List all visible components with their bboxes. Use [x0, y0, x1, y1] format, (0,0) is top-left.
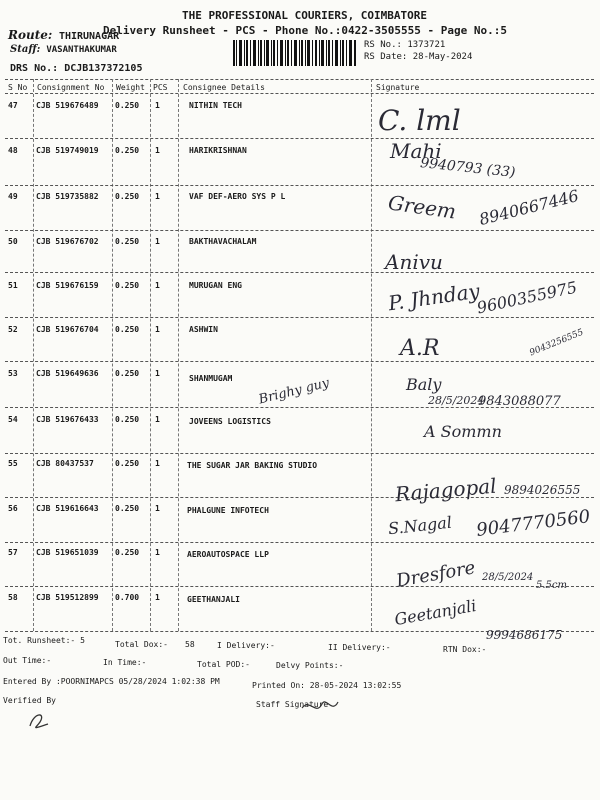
table-top-rule — [5, 79, 594, 80]
row-separator — [5, 542, 594, 543]
row-sno: 49 — [8, 192, 18, 201]
signature-handwriting: A.R — [400, 336, 440, 361]
verified-by: Verified By — [3, 696, 56, 705]
signature-handwriting: 9600355975 — [475, 277, 579, 318]
signature-handwriting: 9043256555 — [528, 327, 586, 359]
row-consignee: THE SUGAR JAR BAKING STUDIO — [187, 461, 318, 470]
signature-handwriting: Dresfore — [394, 557, 477, 592]
col-divider — [112, 79, 113, 631]
signature-handwriting: 9894026555 — [504, 483, 581, 497]
signature-handwriting: P. Jhnday — [386, 278, 482, 316]
row-weight: 0.250 — [115, 459, 140, 468]
signature-handwriting: 28/5/2024 — [428, 394, 485, 407]
signature-handwriting: 9047770560 — [475, 506, 592, 541]
row-separator — [5, 272, 594, 273]
row-pcs: 1 — [155, 281, 160, 290]
row-consignee: NITHIN TECH — [189, 101, 242, 110]
route-value: THIRUNAGAR — [58, 31, 120, 42]
row-weight: 0.250 — [115, 369, 140, 378]
row-weight: 0.250 — [115, 504, 140, 513]
rs-date: RS Date: 28-May-2024 — [364, 52, 473, 62]
ii-delivery: II Delivery:- — [328, 643, 391, 652]
company-title: THE PROFESSIONAL COURIERS, COIMBATORE — [182, 9, 428, 22]
row-weight: 0.250 — [115, 281, 140, 290]
row-sno: 55 — [8, 459, 18, 468]
row-separator — [5, 317, 594, 318]
staff-scribble-icon — [300, 694, 340, 718]
staff-label: Staff: VASANTHAKUMAR — [10, 44, 117, 55]
row-consignment: CJB 519676704 — [36, 325, 99, 334]
col-header-consignee: Consignee Details — [183, 83, 265, 92]
total-dox-value: 58 — [185, 640, 195, 649]
row-weight: 0.250 — [115, 325, 140, 334]
row-consignee: VAF DEF-AERO SYS P L — [189, 192, 286, 201]
row-consignment: CJB 519512899 — [36, 593, 99, 602]
row-consignment: CJB 519676489 — [36, 101, 99, 110]
row-pcs: 1 — [155, 415, 160, 424]
rtn-dox: RTN Dox:- — [443, 645, 487, 654]
i-delivery: I Delivery:- — [217, 641, 275, 650]
row-weight: 0.250 — [115, 237, 140, 246]
col-header-pcs: PCS — [153, 83, 168, 92]
row-separator — [5, 453, 594, 454]
row-consignment: CJB 519676433 — [36, 415, 99, 424]
row-sno: 58 — [8, 593, 18, 602]
row-separator — [5, 138, 594, 139]
signature-handwriting: 9994686175 — [486, 628, 563, 642]
row-consignee: GEETHANJALI — [187, 595, 240, 604]
col-divider — [33, 79, 34, 631]
signature-handwriting: 9843088077 — [478, 394, 561, 409]
col-divider — [178, 79, 179, 631]
signature-handwriting: C. lml — [378, 104, 461, 137]
signature-handwriting: 9940793 (33) — [419, 155, 517, 181]
row-sno: 56 — [8, 504, 18, 513]
row-consignee: MURUGAN ENG — [189, 281, 242, 290]
row-pcs: 1 — [155, 146, 160, 155]
barcode-icon — [233, 40, 357, 66]
row-consignee: ASHWIN — [189, 325, 218, 334]
row-pcs: 1 — [155, 192, 160, 201]
col-header-sno: S No — [8, 83, 28, 92]
row-pcs: 1 — [155, 101, 160, 110]
total-runsheet: Tot. Runsheet:- 5 — [3, 636, 85, 645]
signature-handwriting: Greem — [386, 190, 458, 224]
signature-handwriting: Mahi — [390, 139, 442, 163]
row-consignee: HARIKRISHNAN — [189, 146, 247, 155]
row-sno: 52 — [8, 325, 18, 334]
row-weight: 0.250 — [115, 548, 140, 557]
signature-handwriting: Brighy guy — [257, 375, 331, 408]
row-pcs: 1 — [155, 237, 160, 246]
row-sno: 57 — [8, 548, 18, 557]
row-separator — [5, 586, 594, 587]
row-pcs: 1 — [155, 504, 160, 513]
row-consignee: SHANMUGAM — [189, 374, 233, 383]
row-weight: 0.250 — [115, 415, 140, 424]
rs-number: RS No.: 1373721 — [364, 40, 446, 50]
row-weight: 0.250 — [115, 192, 140, 201]
runsheet-subtitle: Delivery Runsheet - PCS - Phone No.:0422-3505555 - Page No.:5 — [103, 24, 507, 37]
row-consignment: CJB 519649636 — [36, 369, 99, 378]
barcode — [233, 40, 357, 66]
row-pcs: 1 — [155, 369, 160, 378]
staff-value: VASANTHAKUMAR — [46, 45, 117, 55]
row-consignment: CJB 519651039 — [36, 548, 99, 557]
total-pod: Total POD:- — [197, 660, 250, 669]
row-sno: 50 — [8, 237, 18, 246]
row-consignment: CJB 519676159 — [36, 281, 99, 290]
row-weight: 0.700 — [115, 593, 140, 602]
row-sno: 51 — [8, 281, 18, 290]
row-consignee: AEROAUTOSPACE LLP — [187, 550, 269, 559]
signature-handwriting: Rajagopal — [394, 473, 498, 507]
row-pcs: 1 — [155, 593, 160, 602]
signature-handwriting: 5.5cm — [536, 580, 567, 591]
col-header-weight: Weight — [116, 83, 145, 92]
row-separator — [5, 361, 594, 362]
row-sno: 54 — [8, 415, 18, 424]
in-time: In Time:- — [103, 658, 147, 667]
col-divider — [150, 79, 151, 631]
row-separator — [5, 497, 594, 498]
col-header-signature: Signature — [376, 83, 420, 92]
entered-by: Entered By :POORNIMAPCS 05/28/2024 1:02:38 PM — [3, 677, 220, 686]
total-dox-label: Total Dox:- — [115, 640, 168, 649]
row-sno: 48 — [8, 146, 18, 155]
signature-handwriting: Baly — [406, 375, 442, 394]
verifier-initial-icon — [26, 708, 52, 732]
signature-handwriting: 28/5/2024 — [482, 572, 534, 583]
row-sno: 53 — [8, 369, 18, 378]
row-sno: 47 — [8, 101, 18, 110]
printed-on: Printed On: 28-05-2024 13:02:55 — [252, 681, 402, 690]
row-weight: 0.250 — [115, 101, 140, 110]
signature-handwriting: Geetanjali — [392, 595, 478, 630]
staff-signature-label: Staff Signature — [256, 700, 329, 709]
col-divider — [371, 79, 372, 631]
row-consignment: CJB 519749019 — [36, 146, 99, 155]
row-consignment: CJB 519616643 — [36, 504, 99, 513]
row-consignee: BAKTHAVACHALAM — [189, 237, 257, 246]
row-consignment: CJB 80437537 — [36, 459, 94, 468]
row-consignment: CJB 519735882 — [36, 192, 99, 201]
row-pcs: 1 — [155, 325, 160, 334]
row-pcs: 1 — [155, 459, 160, 468]
signature-handwriting: Anivu — [385, 250, 443, 274]
signature-handwriting: 8940667446 — [477, 185, 581, 230]
delvy-points: Delvy Points:- — [276, 661, 344, 670]
col-header-consignment: Consignment No — [37, 83, 105, 92]
signature-handwriting: S.Nagal — [387, 512, 453, 539]
row-consignee: JOVEENS LOGISTICS — [189, 417, 271, 426]
row-separator — [5, 230, 594, 231]
route-label: Route: THIRUNAGAR — [8, 28, 120, 42]
row-separator — [5, 185, 594, 186]
row-pcs: 1 — [155, 548, 160, 557]
row-weight: 0.250 — [115, 146, 140, 155]
row-consignee: PHALGUNE INFOTECH — [187, 506, 269, 515]
signature-handwriting: A Sommn — [424, 422, 502, 441]
table-header-rule — [5, 93, 594, 94]
drs-number: DRS No.: DCJB137372105 — [10, 63, 143, 74]
row-consignment: CJB 519676702 — [36, 237, 99, 246]
out-time: Out Time:- — [3, 656, 52, 665]
